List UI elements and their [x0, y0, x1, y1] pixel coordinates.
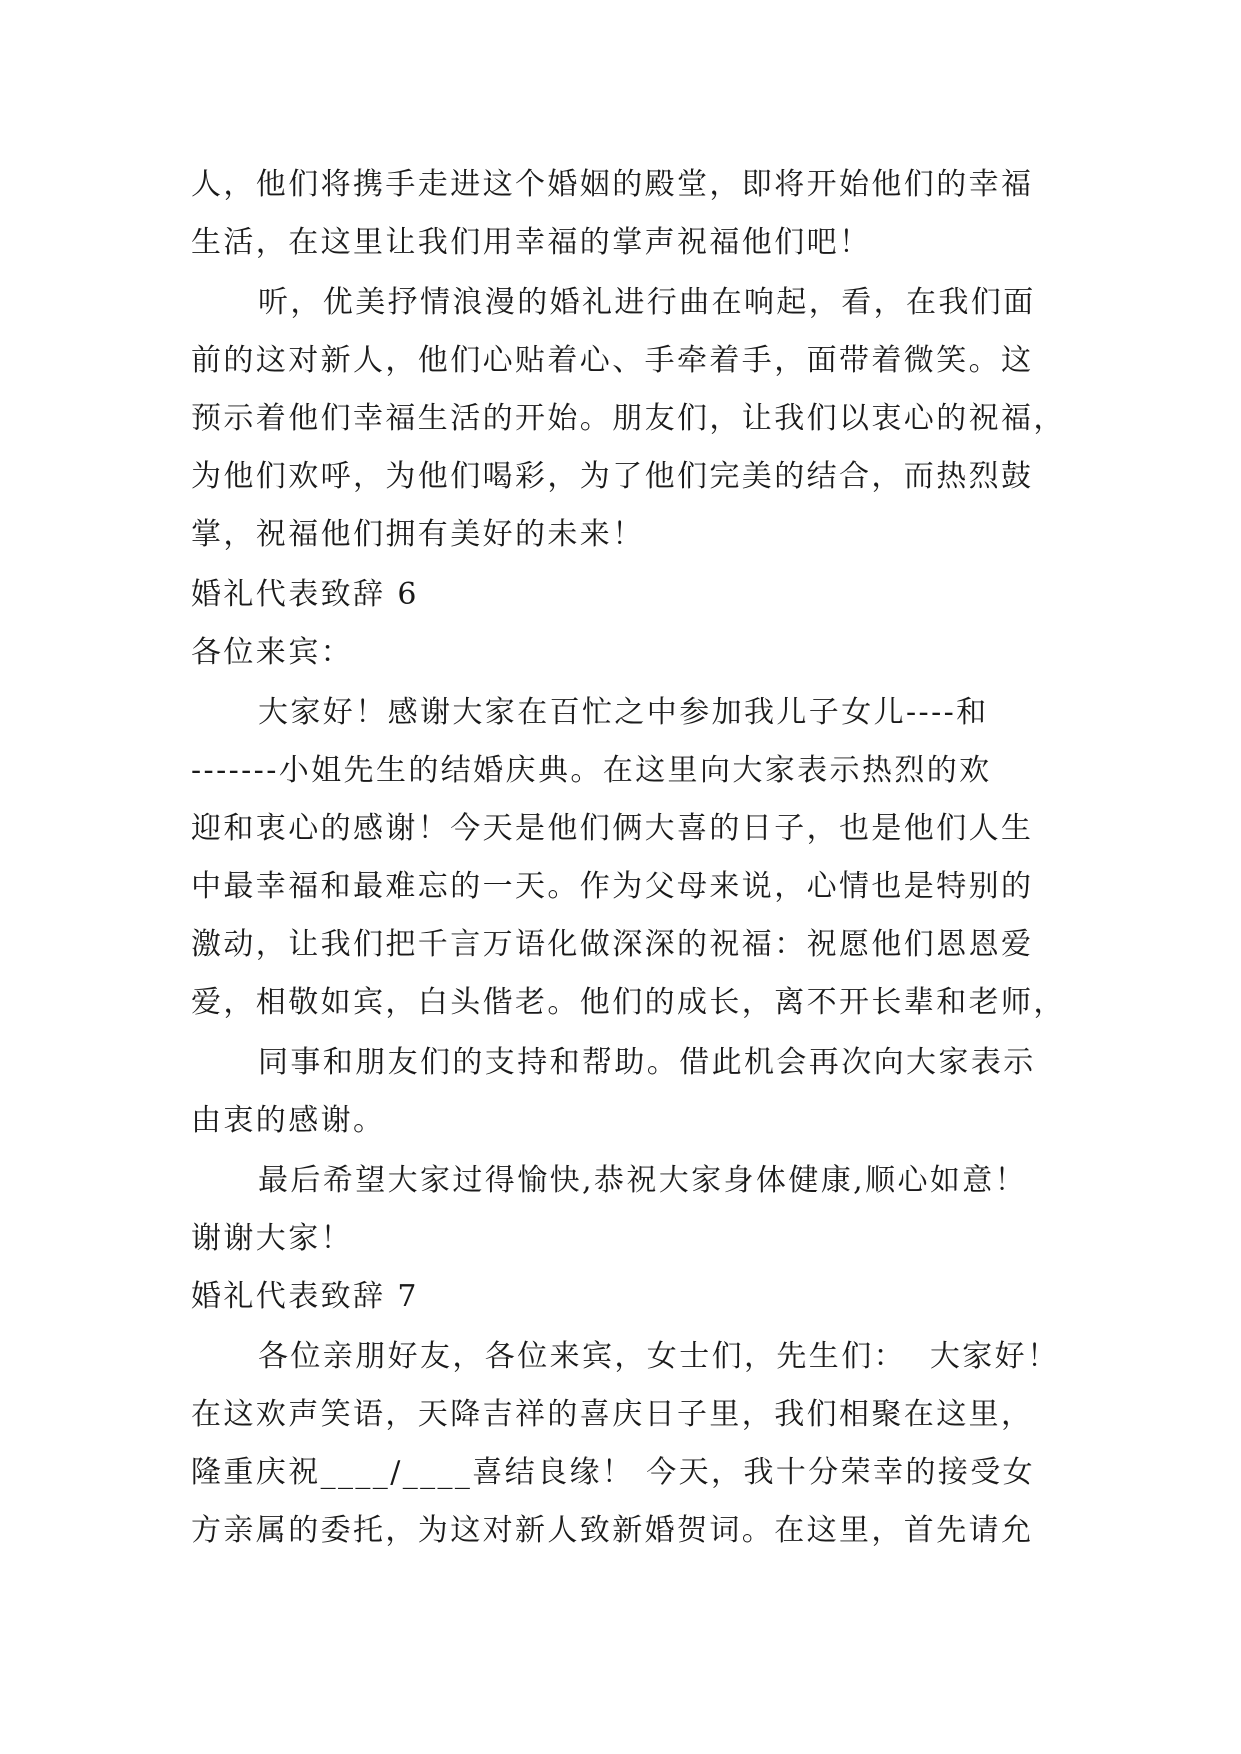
text-line	[0, 799, 1241, 859]
text-line	[0, 1327, 1241, 1387]
line-text: 各位来宾：	[191, 635, 353, 670]
line-text: 由衷的感谢。	[191, 1103, 386, 1138]
text-line	[0, 741, 1241, 801]
text-line	[0, 331, 1241, 391]
line-text: 隆重庆祝____/____喜结良缘！ 今天，我十分荣幸的接受女	[191, 1455, 1036, 1490]
text-line	[0, 683, 1241, 743]
section-heading	[0, 1267, 1241, 1327]
line-text: 生活，在这里让我们用幸福的掌声祝福他们吧！	[191, 225, 872, 260]
text-line	[0, 857, 1241, 917]
line-text: 预示着他们幸福生活的开始。朋友们，让我们以衷心的祝福，	[191, 401, 1066, 436]
section-heading	[0, 565, 1241, 625]
text-line	[0, 1385, 1241, 1445]
line-text: 各位亲朋好友，各位来宾，女士们，先生们： 大家好！	[258, 1339, 1060, 1374]
text-line	[0, 1151, 1241, 1211]
line-text: 在这欢声笑语，天降吉祥的喜庆日子里，我们相聚在这里，	[191, 1397, 1034, 1432]
line-text: 谢谢大家！	[191, 1221, 353, 1256]
text-line	[0, 213, 1241, 273]
line-text: 迎和衷心的感谢！今天是他们俩大喜的日子，也是他们人生	[191, 811, 1034, 846]
text-line	[0, 273, 1241, 333]
line-text: 最后希望大家过得愉快,恭祝大家身体健康,顺心如意！	[258, 1163, 1028, 1198]
text-line	[0, 505, 1241, 565]
line-text: 激动，让我们把千言万语化做深深的祝福：祝愿他们恩恩爱	[191, 927, 1034, 962]
text-line	[0, 1209, 1241, 1269]
line-text: 前的这对新人，他们心贴着心、手牵着手，面带着微笑。这	[191, 343, 1034, 378]
text-line	[0, 447, 1241, 507]
text-line	[0, 973, 1241, 1033]
line-text: 同事和朋友们的支持和帮助。借此机会再次向大家表示	[258, 1045, 1036, 1080]
line-text: 听，优美抒情浪漫的婚礼进行曲在响起，看，在我们面	[258, 285, 1036, 320]
text-line	[0, 1033, 1241, 1093]
heading-text: 婚礼代表致辞 7	[191, 1279, 419, 1314]
text-line	[0, 1091, 1241, 1151]
text-line	[0, 389, 1241, 449]
text-line	[0, 155, 1241, 215]
text-line	[0, 1501, 1241, 1561]
heading-text: 婚礼代表致辞 6	[191, 577, 419, 612]
line-text: 掌，祝福他们拥有美好的未来！	[191, 517, 645, 552]
line-text: 为他们欢呼，为他们喝彩，为了他们完美的结合，而热烈鼓	[191, 459, 1034, 494]
line-text: 人，他们将携手走进这个婚姻的殿堂，即将开始他们的幸福	[191, 167, 1034, 202]
line-text: 大家好！感谢大家在百忙之中参加我儿子女儿----和	[258, 695, 989, 730]
line-text: 爱，相敬如宾，白头偕老。他们的成长，离不开长辈和老师，	[191, 985, 1066, 1020]
line-text: 中最幸福和最难忘的一天。作为父母来说，心情也是特别的	[191, 869, 1034, 904]
line-text: -------小姐先生的结婚庆典。在这里向大家表示热烈的欢	[191, 753, 992, 788]
line-text: 方亲属的委托，为这对新人致新婚贺词。在这里，首先请允	[191, 1513, 1034, 1548]
text-line	[0, 1443, 1241, 1503]
salutation	[0, 623, 1241, 683]
text-line	[0, 915, 1241, 975]
